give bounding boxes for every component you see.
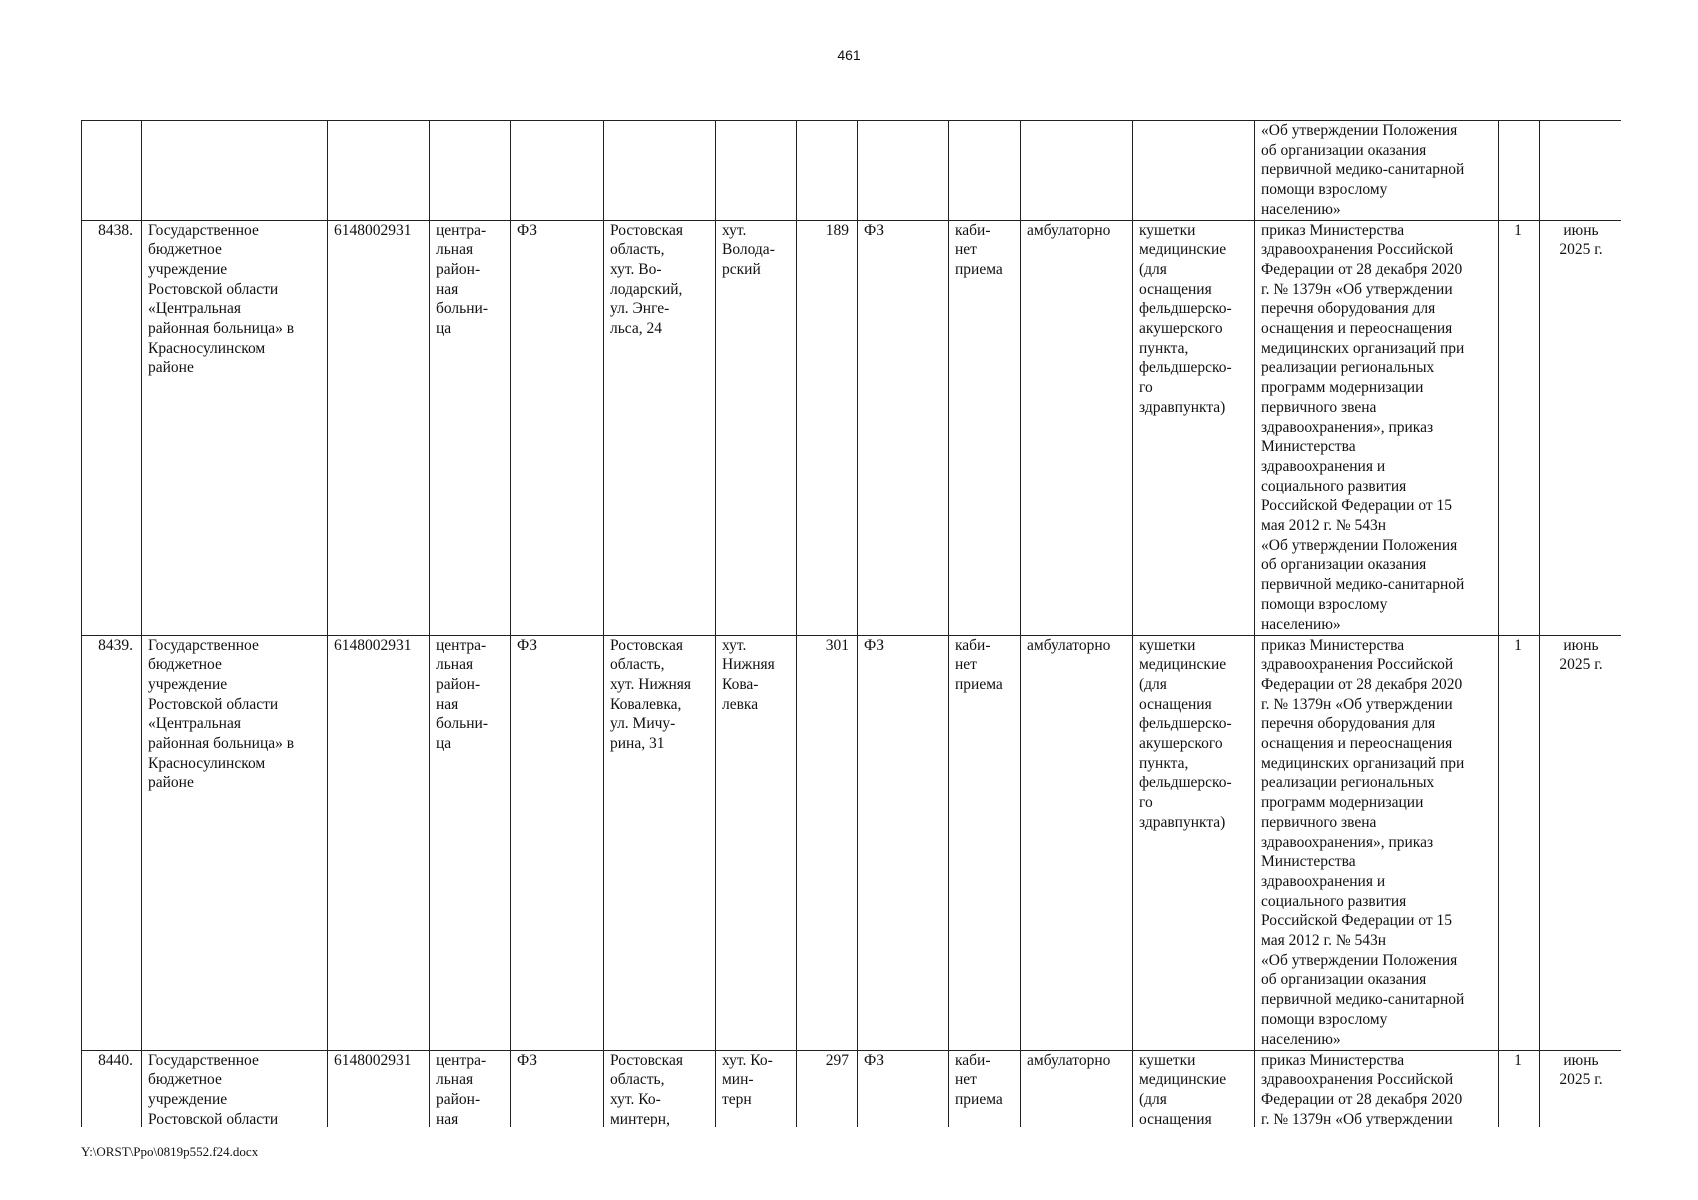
- cell-quantity: 1: [1499, 1050, 1540, 1127]
- cell-population: 189: [797, 220, 858, 635]
- cell-date: июнь 2025 г.: [1540, 635, 1622, 1050]
- cell-number: 8439.: [82, 635, 142, 1050]
- cell-order: приказ Министерства здравоохранения Российской Федерации от 28 декабря 2020 г. № 1379н «Об утверждении перечня оборудования для оснащения и переоснащения медицинских организаций при реализации региональных программ модернизации первичного звена здравоохранения», приказ Министерства здравоохранения и социального развития Российской Федерации от 15 мая 2012 г. № 543н «Об утверждении Положения об организации оказания первичной медико-санитарной помощи взрослому населению»: [1255, 220, 1499, 635]
- page-number: 461: [837, 47, 861, 63]
- cell-date: июнь 2025 г.: [1540, 220, 1622, 635]
- cell-conditions: амбулаторно: [1021, 220, 1133, 635]
- cell-organization: Государственное бюджетное учреждение Ростовской области «Центральная районная больница» в Красносулинском районе: [142, 220, 328, 635]
- cell-organization: Государственное бюджетное учреждение Ростовской области: [142, 1050, 328, 1127]
- cell-order: приказ Министерства здравоохранения Российской Федерации от 28 декабря 2020 г. № 1379н «Об утверждении перечня оборудования для оснащения и переоснащения медицинских организаций при реализации региональных программ модернизации первичного звена здравоохранения», приказ Министерства здравоохранения и социального развития Российской Федерации от 15 мая 2012 г. № 543н «Об утверждении Положения об организации оказания первичной медико-санитарной помощи взрослому населению»: [1255, 635, 1499, 1050]
- cell-unit: каби- нет приема: [949, 635, 1021, 1050]
- cell-population: 297: [797, 1050, 858, 1127]
- table-row: [82, 635, 1622, 1050]
- cell-org-type: центра- льная район- ная больни- ца: [430, 220, 511, 635]
- cell-population: 301: [797, 635, 858, 1050]
- cell-quantity: 1: [1499, 635, 1540, 1050]
- cell-org-type: центра- льная район- ная: [430, 1050, 511, 1127]
- cell-locality: хут. Ко- мин- терн: [716, 1050, 797, 1127]
- cell-unit: каби- нет приема: [949, 220, 1021, 635]
- cell-organization: Государственное бюджетное учреждение Ростовской области «Центральная районная больница» в Красносулинском районе: [142, 635, 328, 1050]
- cell-equipment: кушетки медицинские (для оснащения фельдшерско- акушерского пункта, фельдшерско- го здравпункта): [1133, 220, 1255, 635]
- cell-org-type: центра- льная район- ная больни- ца: [430, 635, 511, 1050]
- cell-locality: хут. Нижняя Кова- левка: [716, 635, 797, 1050]
- cell-unit: каби- нет приема: [949, 1050, 1021, 1127]
- cell-conditions: амбулаторно: [1021, 1050, 1133, 1127]
- cell-inn: 6148002931: [328, 635, 430, 1050]
- cell-fz: ФЗ: [858, 220, 949, 635]
- cell-address: Ростовская область, хут. Ко- минтерн,: [604, 1050, 716, 1127]
- cell-inn: 6148002931: [328, 1050, 430, 1127]
- footer-file-path: Y:\ORST\Ppo\0819p552.f24.docx: [81, 1144, 259, 1159]
- cell-order: «Об утверждении Положения об организации оказания первичной медико-санитарной помощи взрослому населению»: [1255, 121, 1499, 221]
- cell-address: Ростовская область, хут. Во- лодарский, ул. Энге- льса, 24: [604, 220, 716, 635]
- table-row: [82, 220, 1622, 635]
- cell-locality: хут. Волода- рский: [716, 220, 797, 635]
- cell-inn: 6148002931: [328, 220, 430, 635]
- cell-order: приказ Министерства здравоохранения Российской Федерации от 28 декабря 2020 г. № 1379н «Об утверждении: [1255, 1050, 1499, 1127]
- table-row: [82, 1050, 1622, 1127]
- cell-number: 8438.: [82, 220, 142, 635]
- table-row-continuation: [82, 121, 1622, 221]
- cell-equipment: кушетки медицинские (для оснащения фельдшерско- акушерского пункта, фельдшерско- го здравпункта): [1133, 635, 1255, 1050]
- cell-conditions: амбулаторно: [1021, 635, 1133, 1050]
- cell-number: 8440.: [82, 1050, 142, 1127]
- cell-fz: ФЗ: [511, 635, 604, 1050]
- registry-table-container: [81, 120, 1621, 1127]
- cell-quantity: 1: [1499, 220, 1540, 635]
- cell-equipment: кушетки медицинские (для оснащения: [1133, 1050, 1255, 1127]
- cell-fz: ФЗ: [511, 1050, 604, 1127]
- cell-fz: ФЗ: [858, 635, 949, 1050]
- cell-fz: ФЗ: [511, 220, 604, 635]
- registry-table: [81, 120, 1621, 1127]
- cell-date: июнь 2025 г.: [1540, 1050, 1622, 1127]
- cell-fz: ФЗ: [858, 1050, 949, 1127]
- cell-address: Ростовская область, хут. Нижняя Ковалевка, ул. Мичу- рина, 31: [604, 635, 716, 1050]
